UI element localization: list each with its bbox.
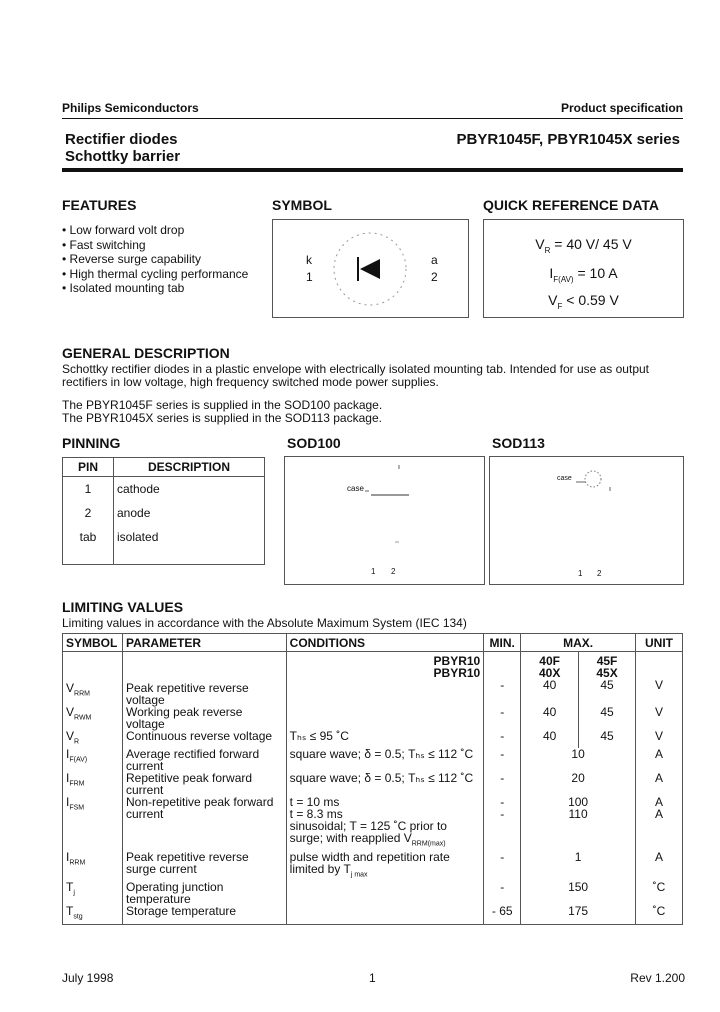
general-p1: Schottky rectifier diodes in a plastic envelope with electrically isolated mounting tab. Intended for use as output rectifiers in low voltage, high frequency switched mode power supplies. bbox=[62, 362, 649, 389]
limiting-heading: LIMITING VALUES bbox=[62, 599, 184, 615]
qrd-box bbox=[483, 219, 684, 318]
case-label: case bbox=[347, 484, 364, 493]
col-pin: PIN bbox=[63, 458, 114, 477]
header-rule bbox=[62, 118, 683, 119]
table-row bbox=[63, 477, 265, 502]
part-number: PBYR1045F, PBYR1045X series bbox=[456, 131, 680, 148]
table-row: $V_{RWM}$ Working peak reverse voltage - 40 45 V bbox=[63, 706, 683, 730]
feature-item: • Low forward volt drop bbox=[62, 223, 248, 238]
a-label: a bbox=[431, 253, 438, 267]
page-number: 1 bbox=[369, 971, 376, 985]
symbol-box bbox=[272, 219, 469, 318]
table-row bbox=[63, 525, 265, 565]
sod113-pin1: 1 bbox=[578, 569, 583, 578]
sod113-drawing bbox=[489, 456, 684, 585]
sod100-heading: SOD100 bbox=[287, 435, 341, 451]
table-row bbox=[63, 501, 265, 525]
qrd-vf: $V_F < 0.59$ V bbox=[548, 292, 619, 311]
sod100-drawing bbox=[284, 456, 485, 585]
table-row: $T_j$ Operating junction temperature - 150 ˚C bbox=[63, 881, 683, 905]
footer-revision: Rev 1.200 bbox=[630, 971, 685, 985]
sod100-outline-icon bbox=[285, 457, 484, 584]
sod113-pin2: 2 bbox=[597, 569, 602, 578]
limiting-subheading: Limiting values in accordance with the Absolute Maximum System (IEC 134) bbox=[62, 616, 467, 630]
a-pin: 2 bbox=[431, 270, 438, 284]
qrd-ifav: $I_{F(AV)} = 10$ A bbox=[549, 265, 618, 284]
table-row: $V_{RRM}$ Peak repetitive reverse voltage - 40 45 V bbox=[63, 679, 683, 706]
symbol-heading: SYMBOL bbox=[272, 197, 332, 213]
table-row: $I_{FSM}$ Non-repetitive peak forward current t = 10 ms t = 8.3 ms sinusoidal; T = 125 ˚C prior to surge; with reapplied $V_{RRM(max)}$ - - 100 110 A A bbox=[63, 796, 683, 850]
pin-cell: tab bbox=[63, 525, 114, 565]
feature-item: • Isolated mounting tab bbox=[62, 281, 248, 296]
table-row: $T_{stg}$ Storage temperature - 65 175 ˚C bbox=[63, 905, 683, 924]
pin-cell: 1 bbox=[63, 477, 114, 502]
feature-item: • High thermal cycling performance bbox=[62, 267, 248, 282]
pinning-heading: PINNING bbox=[62, 435, 121, 451]
diode-symbol-icon bbox=[328, 228, 413, 310]
k-label: k bbox=[306, 253, 312, 267]
col-parameter: PARAMETER bbox=[122, 634, 286, 652]
table-row: $I_{FRM}$ Repetitive peak forward current square wave; δ = 0.5; Tₕₛ ≤ 112 ˚C - 20 A bbox=[63, 772, 683, 796]
variant-45: 45F 45X bbox=[579, 652, 636, 680]
sod113-outline-icon bbox=[490, 457, 683, 584]
table-row: $V_R$ Continuous reverse voltage Tₕₛ ≤ 95 ˚C - 40 45 V bbox=[63, 730, 683, 748]
table-row: $I_{RRM}$ Peak repetitive reverse surge current pulse width and repetition rate limited by $T_{j max}$ - 1 A bbox=[63, 851, 683, 881]
k-pin: 1 bbox=[306, 270, 313, 284]
doc-type: Product specification bbox=[560, 101, 683, 115]
sod113-heading: SOD113 bbox=[492, 435, 545, 451]
qrd-heading: QUICK REFERENCE DATA bbox=[483, 197, 660, 213]
col-symbol: SYMBOL bbox=[63, 634, 123, 652]
feature-item: • Reverse surge capability bbox=[62, 252, 248, 267]
qrd-vr: $V_R = 40$ V/ 45 V bbox=[535, 236, 632, 255]
desc-cell: isolated bbox=[114, 525, 265, 565]
table-row: $I_{F(AV)}$ Average rectified forward current square wave; δ = 0.5; Tₕₛ ≤ 112 ˚C - 10 A bbox=[63, 748, 683, 772]
general-heading: GENERAL DESCRIPTION bbox=[62, 345, 230, 361]
doc-title bbox=[65, 131, 180, 165]
sod100-pin1: 1 bbox=[371, 567, 376, 576]
col-conditions: CONDITIONS bbox=[286, 634, 484, 652]
general-p2: The PBYR1045F series is supplied in the SOD100 package. bbox=[62, 398, 383, 412]
col-min: MIN. bbox=[484, 634, 521, 652]
footer-date: July 1998 bbox=[62, 971, 114, 985]
lv-header-row bbox=[63, 634, 683, 652]
title-rule bbox=[62, 168, 683, 172]
table-row bbox=[63, 652, 683, 680]
features-list bbox=[62, 223, 248, 296]
col-max: MAX. bbox=[521, 634, 636, 652]
title-line-2: Schottky barrier bbox=[65, 148, 181, 165]
title-line-1: Rectifier diodes bbox=[65, 131, 178, 148]
feature-item: • Fast switching bbox=[62, 238, 248, 253]
variant-40: 40F 40X bbox=[521, 652, 579, 680]
pin-cell: 2 bbox=[63, 501, 114, 525]
company-name: Philips Semiconductors bbox=[62, 101, 199, 115]
col-description: DESCRIPTION bbox=[114, 458, 265, 477]
sod100-pin2: 2 bbox=[391, 567, 396, 576]
col-unit: UNIT bbox=[635, 634, 682, 652]
features-heading: FEATURES bbox=[62, 197, 137, 213]
general-p3: The PBYR1045X series is supplied in the SOD113 package. bbox=[62, 411, 382, 425]
desc-cell: anode bbox=[114, 501, 265, 525]
pinning-table bbox=[62, 457, 265, 565]
pinning-header-row bbox=[63, 458, 265, 477]
desc-cell: cathode bbox=[114, 477, 265, 502]
case-label: case bbox=[557, 475, 572, 482]
part-variants: PBYR10 PBYR10 bbox=[286, 652, 484, 680]
limiting-values-table bbox=[62, 633, 683, 925]
